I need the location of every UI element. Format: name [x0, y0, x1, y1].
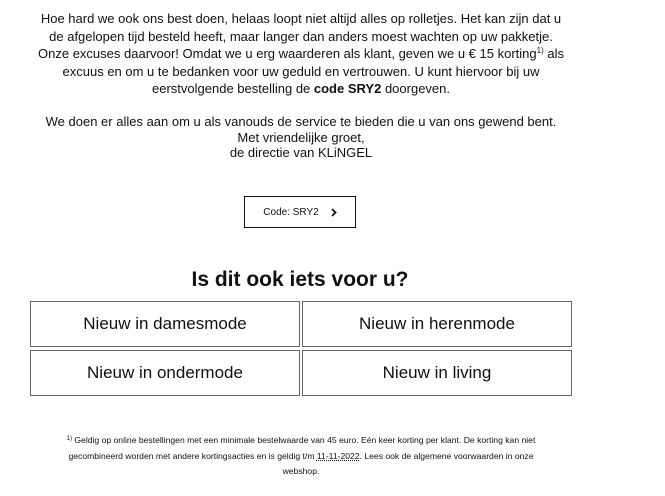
chevron-right-icon [331, 208, 337, 217]
suggestions-grid [30, 301, 572, 396]
footnote-text: Geldig op online bestellingen met een minimale bestelwaarde van 45 euro. Eén keer korting per klant. De korting kan niet gecombineerd worden met andere kortingsacties en is geldig t/m [68, 435, 536, 461]
link-new-womenswear[interactable]: Nieuw in damesmode [30, 301, 300, 347]
discount-code-label: code SRY2 [313, 81, 382, 96]
link-new-living[interactable]: Nieuw in living [302, 350, 572, 396]
intro-text-continued: als excuus en om u te bedanken voor uw geduld en vertrouwen. U kunt hiervoor bij uw eerstvolgende bestelling de [62, 46, 564, 96]
footnote-text-end: . [317, 466, 320, 476]
suggestions-title: Is dit ook iets voor u? [191, 268, 409, 291]
intro-paragraph [36, 10, 566, 98]
discount-code-button[interactable] [244, 196, 356, 228]
link-new-menswear[interactable]: Nieuw in herenmode [302, 301, 572, 347]
terms-link[interactable]: algemene voorwaarden in onze webshop [282, 450, 534, 476]
signature-text: de directie van KLiNGEL [229, 145, 373, 160]
intro-text-end: doorgeven. [381, 81, 450, 96]
closing-paragraph [36, 114, 566, 161]
greeting-text: Met vriendelijke groet, [237, 129, 365, 145]
intro-text: Hoe hard we ook ons best doen, helaas loopt niet altijd alles op rolletjes. Het kan zijn dat u de afgelopen tijd besteld heeft, maar langer dan anders moest wachten op uw pakketje. Onze excuses daarvoor! Omdat we u erg waarderen als klant, geven we u € 15 korting [38, 11, 562, 61]
service-text: We doen er alles aan om u als vanouds de service te bieden die u van ons gewend bent. [45, 114, 557, 129]
footnote-marker: 1) [66, 436, 72, 442]
validity-date: 11-11-2022 [316, 450, 360, 461]
footnote-marker: 1) [536, 46, 544, 55]
footnote-text-middle: . Lees ook de [359, 450, 414, 461]
discount-code-button-label: Code: SRY2 [263, 206, 319, 218]
link-new-underwear[interactable]: Nieuw in ondermode [30, 350, 300, 396]
footnote [52, 433, 550, 480]
